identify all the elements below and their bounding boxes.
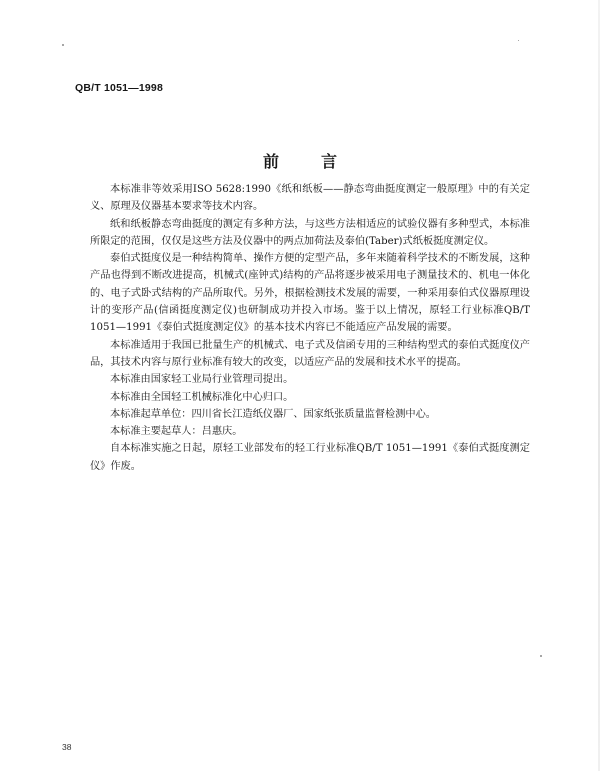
paragraph: 纸和纸板静态弯曲挺度的测定有多种方法，与这些方法相适应的试验仪器有多种型式，本标准所限定的范围，仅仅是这些方法及仪器中的两点加荷法及泰伯(Taber)式纸板挺度测定仪。 <box>90 218 530 247</box>
paragraph: 本标准起草单位：四川省长江造纸仪器厂、国家纸张质量监督检测中心。 <box>110 408 436 420</box>
scan-speck <box>62 44 64 46</box>
scan-speck <box>518 40 519 41</box>
standard-code: QB/T 1051—1998 <box>75 82 164 94</box>
paragraph: 本标准适用于我国已批量生产的机械式、电子式及信函专用的三种结构型式的泰伯式挺度仪产品，其技术内容与原行业标准有较大的改变，以适应产品的发展和技术水平的提高。 <box>90 339 530 368</box>
paragraph: 本标准主要起草人：吕惠庆。 <box>110 426 243 438</box>
paragraph: 自本标准实施之日起，原轻工业部发布的轻工行业标准QB/T 1051—1991《泰伯式挺度测定仪》作废。 <box>90 443 530 472</box>
foreword-body <box>90 181 530 475</box>
paragraph: 本标准由国家轻工业局行业管理司提出。 <box>110 374 294 386</box>
page-title <box>0 149 600 172</box>
paragraph: 本标准非等效采用ISO 5628:1990《纸和纸板——静态弯曲挺度测定一般原理》中的有关定义、原理及仪器基本要求等技术内容。 <box>90 184 530 213</box>
scan-speck <box>540 655 542 657</box>
paragraph: 本标准由全国轻工机械标准化中心归口。 <box>110 391 294 403</box>
title-char-2: 言 <box>321 152 338 171</box>
paragraph: 泰伯式挺度仪是一种结构简单、操作方便的定型产品，多年来随着科学技术的不断发展，这种产品也得到不断改进提高，机械式(座钟式)结构的产品将逐步被采用电子测量技术的、机电一体化的、电子式卧式结构的产品所取代。另外，根据检测技术发展的需要，一种采用泰伯式仪器原理设计的变形产品(信函挺度测定仪)也研制成功并投入市场。鉴于以上情况，原轻工行业标准QB/T 1051—1991《泰伯式挺度测定仪》的基本技术内容已不能适应产品发展的需要。 <box>90 253 530 334</box>
page-number: 38 <box>62 742 72 752</box>
title-char-1: 前 <box>262 152 279 171</box>
